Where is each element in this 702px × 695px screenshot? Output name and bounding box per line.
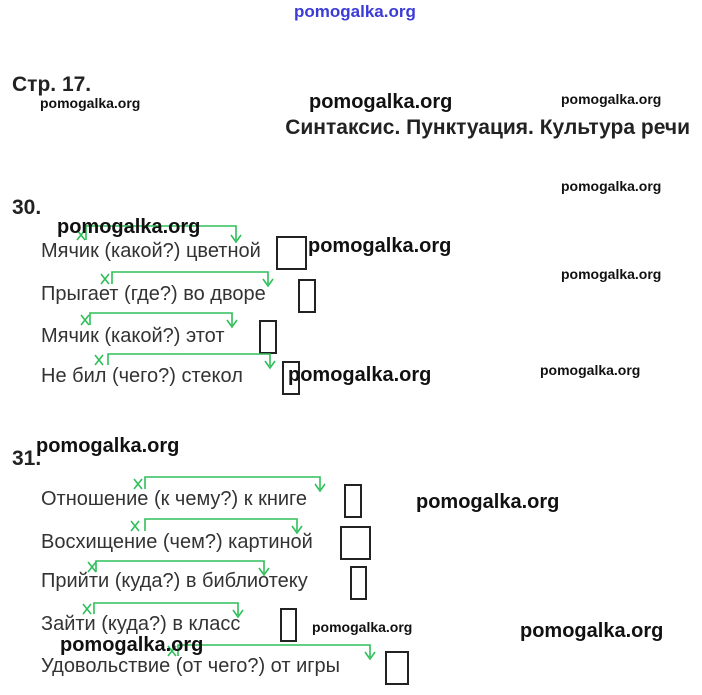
watermark-site-label: pomogalka.org — [308, 235, 452, 257]
phrase: Восхищение (чем?) картиной — [41, 531, 313, 553]
watermark-site-label: pomogalka.org — [312, 619, 413, 635]
watermark-site-label: pomogalka.org — [60, 634, 204, 656]
watermark-site-label: pomogalka.org — [40, 95, 141, 111]
phrase: Не бил (чего?) стекол — [41, 365, 243, 387]
phrase: Прийти (куда?) в библиотеку — [41, 570, 308, 592]
dependency-arrow — [81, 313, 237, 327]
phrase: Удовольствие (от чего?) от игры — [41, 655, 341, 677]
watermark-site-label: pomogalka.org — [561, 266, 662, 282]
dependency-arrow — [101, 272, 273, 286]
phrase: Прыгает (где?) во дворе — [41, 283, 266, 305]
watermark-site-label: pomogalka.org — [416, 491, 560, 513]
watermark-site-label: pomogalka.org — [561, 178, 662, 194]
phrase: Зайти (куда?) в класс — [41, 613, 241, 635]
dependency-arrow — [95, 354, 275, 368]
watermark-site-label: pomogalka.org — [57, 216, 201, 238]
phrase: Отношение (к чему?) к книге — [41, 488, 308, 510]
phrase: Мячик (какой?) этот — [41, 325, 225, 347]
site-label-top[interactable]: pomogalka.org — [294, 2, 416, 21]
dependency-arrow — [83, 603, 243, 617]
dependency-arrow — [88, 561, 269, 575]
dependency-arrow — [134, 477, 325, 491]
page-number: Стр. 17. — [12, 73, 92, 96]
watermark-site-label: pomogalka.org — [561, 91, 662, 107]
watermark-site-label: pomogalka.org — [288, 364, 432, 386]
exercise-31-number: 31. — [12, 447, 42, 470]
watermark-site-label: pomogalka.org — [540, 362, 641, 378]
watermark-site-label: pomogalka.org — [309, 91, 453, 113]
watermark-site-label: pomogalka.org — [520, 620, 664, 642]
dependency-arrow — [131, 519, 302, 533]
section-title: Синтаксис. Пунктуация. Культура речи — [285, 116, 690, 139]
watermark-site-label: pomogalka.org — [36, 435, 180, 457]
phrase: Мячик (какой?) цветной — [41, 240, 261, 262]
exercise-30-number: 30. — [12, 196, 42, 219]
